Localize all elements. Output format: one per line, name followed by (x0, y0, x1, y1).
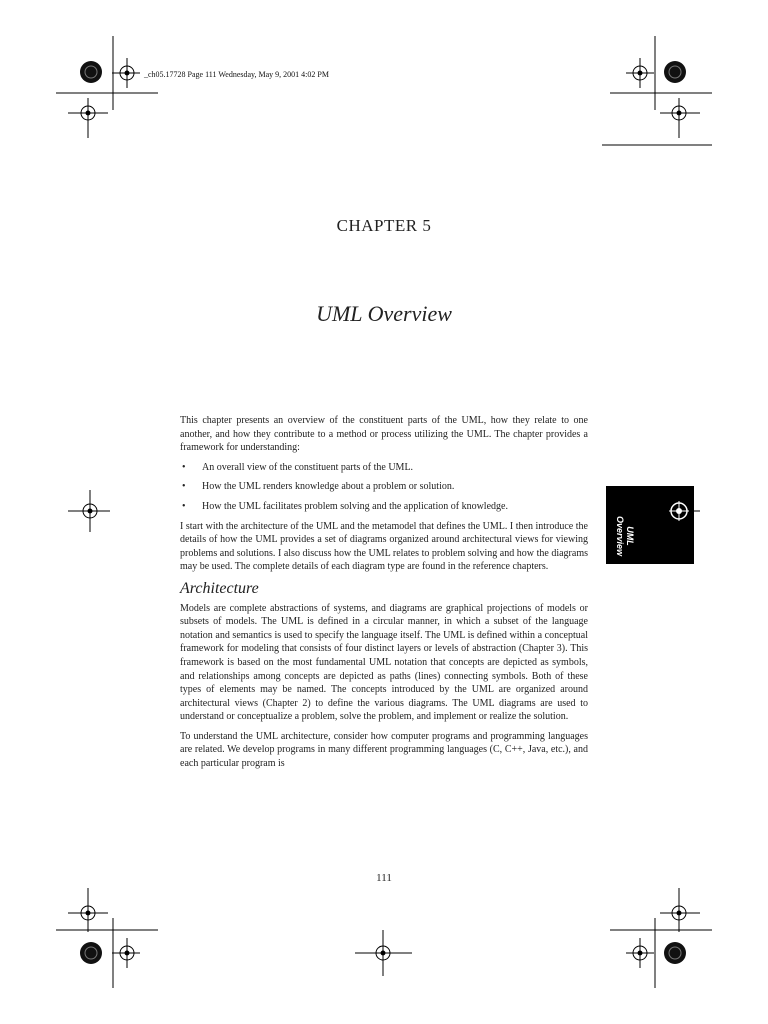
section-heading: Architecture (180, 579, 259, 597)
print-slug: _ch05.17728 Page 111 Wednesday, May 9, 2001 4:02 PM (144, 70, 329, 79)
paragraph: Models are complete abstractions of systems, and diagrams are graphical projections of models or subsets of models. The UML is defined in a circular manner, in which a subset of the language notation and semantics is used to specify the language itself. The UML is defined within a conceptual framework for modeling that consists of four distinct layers or levels of abstraction (Chapter 3). This framework is based on the most fundamental UML notation that concepts are depicted as symbols, and relationships among concepts are depicted as paths (lines) connecting symbols. Both of these types of elements may be named. The concepts introduced by the UML are organized around architectural views (Chapter 2) to define the various diagrams. The UML diagrams are used to understand or conceptualize a problem, solve the problem, and implement or realize the solution. (180, 602, 588, 723)
list-item: • How the UML facilitates problem solving and the application of knowledge. (180, 500, 588, 514)
list-item: • An overall view of the constituent parts of the UML. (180, 461, 588, 475)
tab-line-1: UML (625, 526, 635, 546)
tab-line-2: Overview (615, 515, 625, 557)
bullet-list (180, 461, 588, 514)
page-number: 111 (376, 872, 392, 884)
paragraph: To understand the UML architecture, consider how computer programs and programming languages are related. We develop programs in many different programming languages (C, C++, Java, etc.), and each particular program is (180, 730, 588, 770)
chapter-label: CHAPTER 5 (336, 216, 432, 235)
body-text (180, 414, 588, 777)
list-item: • How the UML renders knowledge about a problem or solution. (180, 480, 588, 494)
paragraph: I start with the architecture of the UML and the metamodel that defines the UML. I then introduce the details of how the UML provides a set of diagrams organized around architectural views for viewing problems and solutions. I also discuss how the UML relates to problem solving and how the diagrams may be used. The complete details of each diagram type are found in the reference chapters. (180, 520, 588, 573)
chapter-title: UML Overview (316, 301, 452, 326)
intro-paragraph: This chapter presents an overview of the constituent parts of the UML, how they relate to one another, and how they contribute to a method or process utilizing the UML. The chapter provides a framework for understanding: (180, 415, 588, 454)
chapter-tab-label (615, 511, 635, 561)
